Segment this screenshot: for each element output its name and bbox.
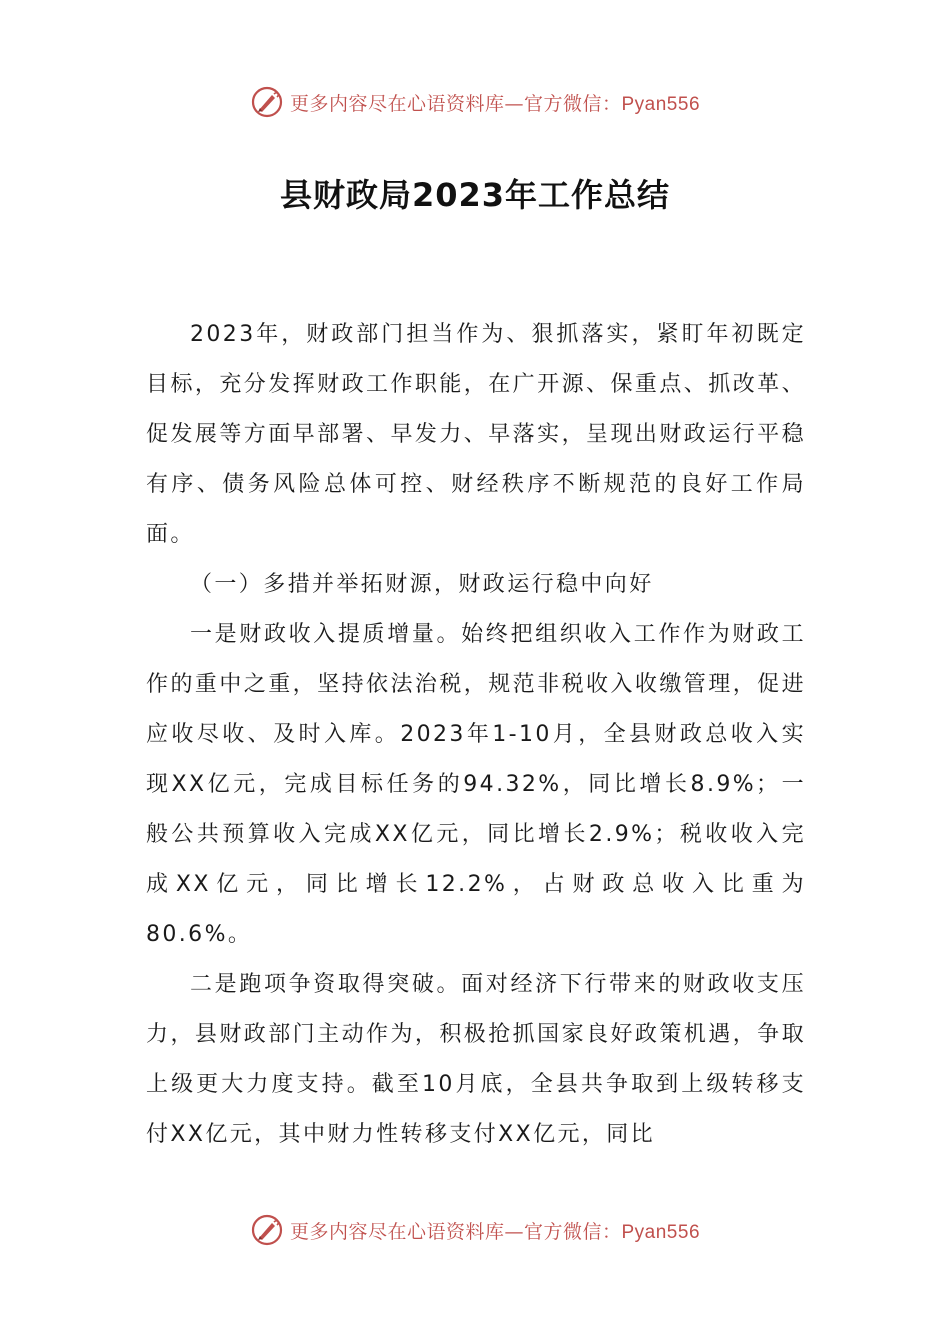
footer-watermark	[0, 1210, 950, 1250]
watermark-wechat-id: Pyan556	[621, 93, 701, 115]
pen-logo-icon	[250, 1213, 284, 1247]
section-heading: （一）多措并举拓财源，财政运行稳中向好	[190, 572, 654, 597]
pen-logo-icon	[250, 85, 284, 119]
intro-paragraph: 2023年，财政部门担当作为、狠抓落实，紧盯年初既定目标，充分发挥财政工作职能，在广开源、保重点、抓改革、促发展等方面早部署、早发力、早落实，呈现出财政运行平稳有序、债务风险总体可控、财经秩序不断规范的良好工作局面。	[146, 322, 806, 547]
watermark-text: 更多内容尽在心语资料库—官方微信：Pyan556	[289, 1220, 701, 1243]
body-paragraph: 一是财政收入提质增量。始终把组织收入工作作为财政工作的重中之重，坚持依法治税，规范非税收入收缴管理，促进应收尽收、及时入库。2023年1-10月，全县财政总收入实现XX亿元，完成目标任务的94.32%，同比增长8.9%；一般公共预算收入完成XX亿元，同比增长2.9%；税收收入完成XX亿元，同比增长12.2%，占财政总收入比重为80.6%。	[146, 622, 806, 947]
watermark-wechat-id: Pyan556	[621, 1221, 701, 1243]
header-watermark	[0, 82, 950, 122]
watermark-text: 更多内容尽在心语资料库—官方微信：Pyan556	[289, 92, 701, 115]
body-paragraph: 二是跑项争资取得突破。面对经济下行带来的财政收支压力，县财政部门主动作为，积极抢抓国家良好政策机遇，争取上级更大力度支持。截至10月底，全县共争取到上级转移支付XX亿元，其中财力性转移支付XX亿元，同比	[146, 972, 806, 1147]
document-title: 县财政局2023年工作总结	[279, 176, 671, 214]
document-body	[146, 310, 806, 1160]
